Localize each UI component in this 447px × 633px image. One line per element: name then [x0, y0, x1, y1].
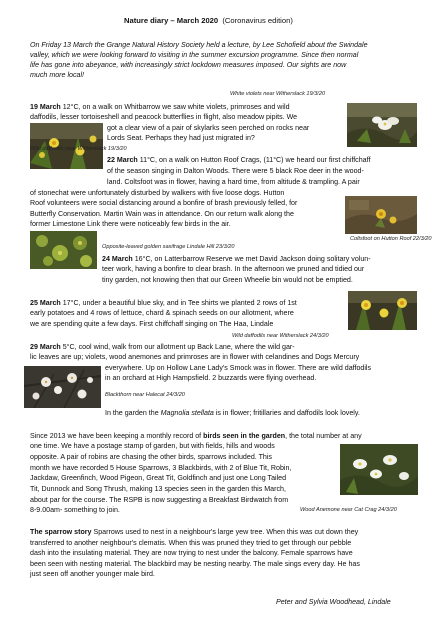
photo-blackthorn [24, 366, 101, 408]
entry-29-line-4: in an orchard at High Hampsfield. 2 buzzards were flying overhead. [105, 374, 317, 382]
entry-29-line-1: 29 March 5°C, cool wind, walk from our allotment up Back Lane, where the wild gar- [30, 343, 295, 351]
photo-golden-saxifrage [30, 231, 97, 269]
intro-line-2: valley, which we were looking forward to visiting in the summer excursion programme. Since then normal [30, 51, 359, 59]
entry-29-date: 29 March [30, 343, 61, 351]
sparrow-line-5: just seen off another younger male bird. [30, 570, 155, 578]
caption-golden-saxifrage: Opposite-leaved golden saxifrage Lindale Hill 23/3/20 [102, 244, 235, 250]
birds-line-5: Jackdaw, Greenfinch, Wood Pigeon, Great Tit, Goldfinch and just one Long Tailed [30, 474, 287, 482]
birds-heading: birds seen in the garden [203, 432, 286, 440]
entry-22-date: 22 March [107, 156, 138, 164]
entry-24-date: 24 March [102, 255, 133, 263]
sparrow-line-3: dash into the insulating material. They are now trying to nest under the balcony. Female sparrows have [30, 549, 353, 557]
birds-line-4: month we have recorded 5 House Sparrows, 3 Blackbirds, with 2 of Blue Tit, Robin, [30, 464, 292, 472]
birds-line-7: about par for the course. The RSPB is now suggesting a Breakfast Birdwatch from [30, 496, 289, 504]
birds-line-2: one time. We have a postage stamp of garden, but with fields, hills and woods [30, 442, 275, 450]
entry-29-line-2: lic leaves are up; violets, wood anemones and primroses are in flower with celandines and Dogs Mercury [30, 353, 360, 361]
photo-wood-anemone [340, 444, 418, 495]
entry-24-line-3: tiny garden, not knowing then that our Green Wheelie bin would not be emptied. [102, 276, 353, 284]
garden-line: In the garden the Magnolia stellata is in flower; fritillaries and daffodils look lovely. [105, 409, 360, 417]
entry-25-line-1: 25 March 17°C, under a beautiful blue sky, and in Tee shirts we planted 2 rows of 1st [30, 299, 297, 307]
entry-19-date: 19 March [30, 103, 61, 111]
entry-24-line-2: teer work, having a bonfire to clear brash. In the afternoon we pruned and tidied our [102, 265, 365, 273]
sparrow-line-4: been seen with nesting material. The blackbird may be nesting nearby. The male sings every day. He has [30, 560, 360, 568]
intro-line-1: On Friday 13 March the Grange Natural History Society held a lecture, by Lee Schofield about the Swindale [30, 41, 368, 49]
page-title [124, 16, 293, 26]
birds-line-8: 8-9.00am- something to join. [30, 506, 120, 514]
entry-22-line-7: former Limestone Link there were noticeably few birds in the air. [30, 220, 231, 228]
birds-line-3: opposite. A pair of robins are chasing the other birds, sparrows included. This [30, 453, 272, 461]
entry-25-line-2: early potatoes and 4 rows of lettuce, chard & spinach seeds on our allotment, where [30, 309, 294, 317]
entry-19-line-2: daffodils, lesser tortoiseshell and peacock butterflies in flight, also meadow pipits. We [30, 113, 298, 121]
intro-line-4: much more local! [30, 71, 85, 79]
signature: Peter and Sylvia Woodhead, Lindale [276, 598, 391, 606]
intro-line-3: life has gone into abeyance, with increasingly strict lockdown measures imposed. Our sights are now [30, 61, 347, 69]
sparrow-line-1: The sparrow story Sparrows used to nest in a neighbour's large yew tree. When this was cut down they [30, 528, 359, 536]
caption-wild-daffodils-1: Wild daffodils near Witherslack 19/3/20 [30, 146, 127, 152]
entry-22-line-4: of stonechat were unfortunately disturbed by walkers with five loose dogs. Hutton [30, 189, 285, 197]
caption-blackthorn: Blackthorn near Halecat 24/3/20 [105, 392, 185, 398]
entry-22-line-3: land. Coltsfoot was in flower, having a hard time, from altitude & trampling. A pair [107, 178, 360, 186]
caption-coltsfoot: Coltsfoot on Hutton Roof 22/3/20 [350, 236, 432, 242]
entry-19-line-1: 19 March 12°C, on a walk on Whitbarrow we saw white violets, primroses and wild [30, 103, 290, 111]
entry-22-line-2: of the season singing in Dalton Woods. There were 5 black Roe deer in the wood- [107, 167, 364, 175]
entry-19-line-4: Lords Seat. Perhaps they had just migrated in? [107, 134, 255, 142]
photo-wild-daffodils-2 [348, 291, 417, 330]
caption-wild-daffodils-2: Wild daffodils near Witherslack 24/3/20 [232, 333, 329, 339]
entry-24-line-1: 24 March 16°C, on Latterbarrow Reserve we met David Jackson doing solitary volun- [102, 255, 371, 263]
sparrow-heading: The sparrow story [30, 528, 92, 536]
caption-wood-anemone: Wood Anemone near Cat Crag 24/3/20 [300, 507, 397, 513]
entry-22-line-6: Butterfly Conservation. Martin Wain was in attendance. On our return walk along the [30, 210, 294, 218]
entry-25-line-3: we are spending quite a few days. First chiffchaff singing on The Haa, Lindale [30, 320, 274, 328]
birds-line-1: Since 2013 we have been keeping a monthly record of birds seen in the garden, the total number at any [30, 432, 362, 440]
birds-line-6: Tit, Dunnock and Song Thrush, making 13 species seen in the garden this March, [30, 485, 286, 493]
magnolia-name: Magnolia stellata [160, 409, 214, 417]
entry-22-line-5: Roof volunteers were social distancing around a bonfire of brash previously felled, for [30, 199, 298, 207]
entry-29-line-3: everywhere. Up on Hollow Lane Lady's Smock was in flower. There are wild daffodils [105, 364, 372, 372]
photo-white-violets [347, 103, 417, 147]
subtitle-text: (Coronavirus edition) [222, 16, 293, 25]
sparrow-line-2: transferred to another neighbour's clematis. When this was pruned they tried to get through our pebble [30, 539, 352, 547]
caption-white-violets: White violets near Witherslack 19/3/20 [230, 91, 326, 97]
entry-22-line-1: 22 March 11°C, on a walk on Hutton Roof Crags, (11°C) we heard our first chiffchaff [107, 156, 371, 164]
entry-25-date: 25 March [30, 299, 61, 307]
photo-coltsfoot [345, 196, 417, 234]
title-text: Nature diary – March 2020 [124, 16, 219, 25]
entry-19-line-3: got a clear view of a pair of skylarks seen perched on rocks near [107, 124, 310, 132]
